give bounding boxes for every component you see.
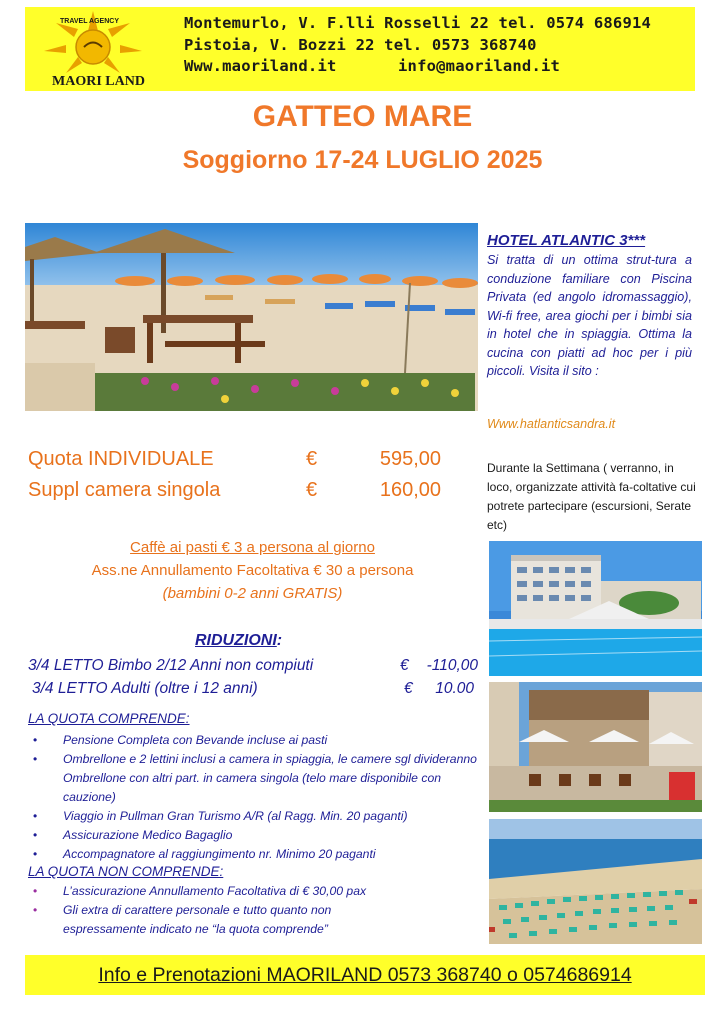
page-title: GATTEO MARE xyxy=(252,100,473,133)
hotel-site-link[interactable]: Www.hatlanticsandra.it xyxy=(487,417,616,431)
riduzioni-colon: : xyxy=(276,632,283,649)
footer-contact-text: Info e Prenotazioni MAORILAND 0573 368740 o 0574686914 xyxy=(98,964,632,986)
header-line-2: Pistoia, V. Bozzi 22 tel. 0573 368740 xyxy=(184,36,537,54)
comprende-item: Accompagnatore al raggiungimento nr. Minimo 20 paganti xyxy=(63,847,376,861)
beach-photo xyxy=(25,223,478,411)
header-line-1: Montemurlo, V. F.lli Rosselli 22 tel. 0574 686914 xyxy=(184,14,652,32)
hotel-name: HOTEL ATLANTIC 3*** xyxy=(487,232,646,249)
header-email-link[interactable]: info@maoriland.it xyxy=(398,57,561,75)
beach-aerial-photo xyxy=(489,819,702,944)
header-web-link[interactable]: Www.maoriland.it xyxy=(184,57,337,75)
non-comprende-title: LA QUOTA NON COMPRENDE: xyxy=(28,864,224,879)
non-comprende-item: Gli extra di carattere personale e tutto quanto non espressamente indicato ne “la quota comprende” xyxy=(63,903,332,936)
riduzione-adulti-currency: € xyxy=(404,680,413,697)
riduzioni-title xyxy=(195,632,282,650)
page-subtitle: Soggiorno 17-24 LUGLIO 2025 xyxy=(182,146,543,174)
price-currency-single: € xyxy=(306,479,318,501)
bullet-icon: • xyxy=(33,733,38,747)
bullet-icon: • xyxy=(33,903,38,917)
riduzione-bimbo-amount: -110,00 xyxy=(426,657,478,674)
non-comprende-item: L’assicurazione Annullamento Facoltativa di € 30,00 pax xyxy=(63,884,367,898)
bullet-icon: • xyxy=(33,828,38,842)
bullet-icon: • xyxy=(33,884,38,898)
bullet-icon: • xyxy=(33,752,38,766)
bullet-icon: • xyxy=(33,809,38,823)
sun-icon xyxy=(38,9,148,89)
comprende-item: Viaggio in Pullman Gran Turismo A/R (al Ragg. Min. 20 paganti) xyxy=(63,809,408,823)
price-amount-individual: 595,00 xyxy=(379,448,441,470)
coffee-note: Caffè ai pasti € 3 a persona al giorno xyxy=(130,539,375,556)
price-label-single: Suppl camera singola xyxy=(28,479,221,501)
logo-bottom-text: MAORI LAND xyxy=(52,74,145,89)
hotel-description: Si tratta di un ottima strut-tura a conduzione familiare con Piscina Privata (ed angolo idromassaggio), Wi-fi free, area giochi per i bimbi sia in hotel che in spiaggia. Ottima la cucina con piatti ad hoc per i più piccoli. Visita il sito : xyxy=(487,253,692,378)
comprende-item: Ombrellone e 2 lettini inclusi a camera in spiaggia, le camere sgl divideranno Ombrellone con altri part. in camera singola (telo mare disponibile con cauzione) xyxy=(63,752,477,804)
comprende-item: Pensione Completa con Bevande incluse ai pasti xyxy=(63,733,328,747)
riduzione-bimbo-label: 3/4 LETTO Bimbo 2/12 Anni non compiuti xyxy=(28,657,314,674)
comprende-item: Assicurazione Medico Bagaglio xyxy=(63,828,233,842)
insurance-note: Ass.ne Annullamento Facoltativa € 30 a persona xyxy=(91,562,414,579)
comprende-title: LA QUOTA COMPRENDE: xyxy=(28,711,190,726)
price-amount-single: 160,00 xyxy=(379,479,441,501)
price-label-individual: Quota INDIVIDUALE xyxy=(28,448,214,470)
price-currency-individual: € xyxy=(306,448,318,470)
riduzioni-title-text: RIDUZIONI xyxy=(195,632,277,649)
kids-note: (bambini 0-2 anni GRATIS) xyxy=(162,585,343,602)
riduzione-adulti-amount: 10.00 xyxy=(435,680,474,697)
bullet-icon: • xyxy=(33,847,38,861)
week-activities-text: Durante la Settimana ( verranno, in loco, organizzate attività fa-coltative cui potrete partecipare (escursioni, Serate etc) xyxy=(487,461,696,532)
logo-top-text: TRAVEL AGENCY xyxy=(60,18,119,25)
riduzione-adulti-label: 3/4 LETTO Adulti (oltre i 12 anni) xyxy=(32,680,258,697)
hotel-terrace-photo xyxy=(489,682,702,812)
maoriland-logo xyxy=(38,9,148,89)
riduzione-bimbo-currency: € xyxy=(400,657,409,674)
hotel-pool-photo xyxy=(489,541,702,676)
